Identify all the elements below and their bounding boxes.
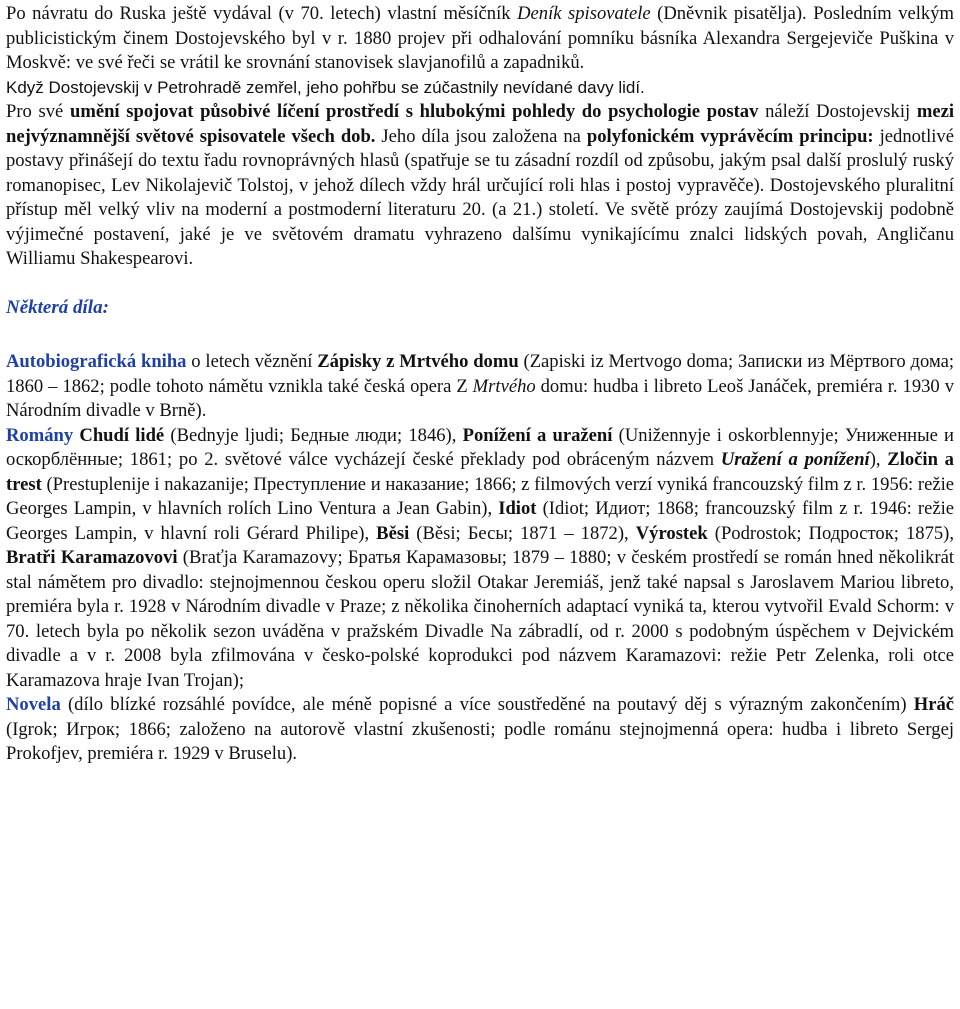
- bold-text: umění spojovat působivé líčení prostředí s hlubokými pohledy do psychologie postav: [69, 101, 759, 122]
- paragraph-novella: [6, 693, 954, 767]
- text: Po návratu do Ruska ještě vydával (v 70. letech) vlastní měsíčník: [6, 3, 518, 24]
- category-label: Romány: [6, 424, 74, 446]
- text: (Běsi; Бесы; 1871 – 1872),: [409, 522, 636, 544]
- text: o letech věznění: [186, 351, 318, 372]
- text: (Bednyje ljudi; Бедные люди; 1846),: [164, 424, 463, 446]
- work-title: Uražení a ponížení: [720, 449, 870, 470]
- paragraph-autobiography: [6, 350, 954, 424]
- text: náleží Dostojevskij: [758, 101, 917, 122]
- text: (Unižennyje i oskorblennyje; Униженные и оскорблённые; 1861; po 2. světové válce vycházejí české překlady pod obráceným názvem: [6, 424, 955, 470]
- diary-title: Deník spisovatele: [517, 3, 651, 24]
- works-heading: Některá díla:: [6, 296, 109, 318]
- work-title: Běsi: [376, 522, 410, 544]
- bold-text: mezi nejvýznamnější světové spisovatele všech dob.: [6, 101, 955, 147]
- text: jednotlivé postavy přinášejí do textu řadu rovnoprávných hlasů (spatřuje se tu zásadní rozdíl od způsobu, jakým psal další proslulý ruský romanopisec, Lev Nikolajevič Tolstoj, v jehož dílech vždy hrál určující roli hlas i postoj vypravěče). Dostojevského pluralitní přístup měl velký vliv na moderní a postmoderní literaturu 20. (a 21.) století. Ve světě prózy zaujímá Dostojevskij podobně výjimečné postavení, jaké je ve světovém dramatu vyhrazeno dalšímu vynikajícímu znalci lidských povah, Angličanu Williamu Shakespearovi.: [6, 125, 954, 269]
- text: (dílo blízké rozsáhlé povídce, ale méně popisné a více soustředěné na poutavý děj s výrazným zakončením): [60, 694, 914, 715]
- work-title: Ponížení a uražení: [462, 424, 613, 446]
- text: domu: hudba i libreto Leoš Janáček, premiéra r. 1930 v Národním divadle v Brně).: [6, 375, 954, 421]
- category-label: Novela: [6, 694, 61, 715]
- text: (Zapiski iz Mertvogo doma; Записки из Мёртвого дома; 1860 – 1862; podle tohoto námětu vznikla také česká opera Z: [6, 351, 955, 397]
- text: ),: [869, 449, 888, 470]
- italic-text: Mrtvého: [472, 375, 536, 397]
- bold-text: polyfonickém vyprávěcím principu:: [586, 125, 874, 147]
- paragraph-novels: [6, 424, 954, 694]
- work-title: Zločin a trest: [6, 449, 954, 495]
- text: Jeho díla jsou založena na: [375, 125, 587, 147]
- text: (Dněvnik pisatělja). Posledním velkým publicistickým činem Dostojevského byl v r. 1880 projev při odhalování pomníku básníka Alexandra Sergejeviče Puškina v Moskvě: ve své řeči se vrátil ke srovnání stanovisek slavjanofilů a zapadniků.: [6, 3, 954, 73]
- work-title: Zápisky z Mrtvého domu: [317, 351, 519, 372]
- text: Pro své: [6, 101, 70, 122]
- work-title: Výrostek: [635, 522, 708, 544]
- work-title: Chudí lidé: [79, 424, 165, 446]
- text: (Podrostok; Подросток; 1875),: [707, 522, 954, 544]
- paragraph-diary: [6, 2, 954, 76]
- text: (Prestuplenije i nakazanije; Преступление и наказание; 1866; z filmových verzí vyniká francouzský film z r. 1956: režie Georges Lampin, v hlavních rolích Lino Ventura a Jean Gabin),: [6, 473, 954, 519]
- text: (Braťja Karamazovy; Братья Карамазовы; 1879 – 1880; v českém prostředí se román hned několikrát stal námětem pro divadlo: stejnojmennou českou operu složil Otakar Jeremiáš, jenž také napsal s Jaroslavem Mariou libreto, premiéra byla r. 1928 v Národním divadle v Praze; z několika činoherních adaptací vyniká ta, kterou vytvořil Evald Schorm: v 70. letech byla po několik sezon uváděna v pražském Divadle Na zábradlí, od r. 2000 s podobným úspěchem v Dejvickém divadle a v r. 2008 byla zfilmována v česko-polské koprodukci pod názvem Karamazovi: režie Petr Zelenka, roli otce Karamazova hraje Ivan Trojan);: [6, 547, 954, 691]
- text: Když Dostojevskij v Petrohradě zemřel, jeho pohřbu se zúčastnily nevídané davy lidí.: [6, 77, 645, 97]
- work-title: Hráč: [913, 694, 954, 715]
- text: (Igrok; Игрок; 1866; založeno na autorově vlastní zkušenosti; podle románu stejnojmenná opera: hudba i libreto Sergej Prokofjev, premiéra r. 1929 v Bruselu).: [6, 718, 954, 764]
- work-title: Bratři Karamazovovi: [6, 547, 178, 568]
- paragraph-funeral: [6, 76, 954, 101]
- paragraph-significance: [6, 100, 954, 272]
- work-title: Idiot: [498, 498, 537, 519]
- text: (Idiot; Идиот; 1868; francouzský film z r. 1946: režie Georges Lampin, v hlavní roli Gérard Philipe),: [6, 498, 954, 544]
- category-label: Autobiografická kniha: [6, 351, 187, 372]
